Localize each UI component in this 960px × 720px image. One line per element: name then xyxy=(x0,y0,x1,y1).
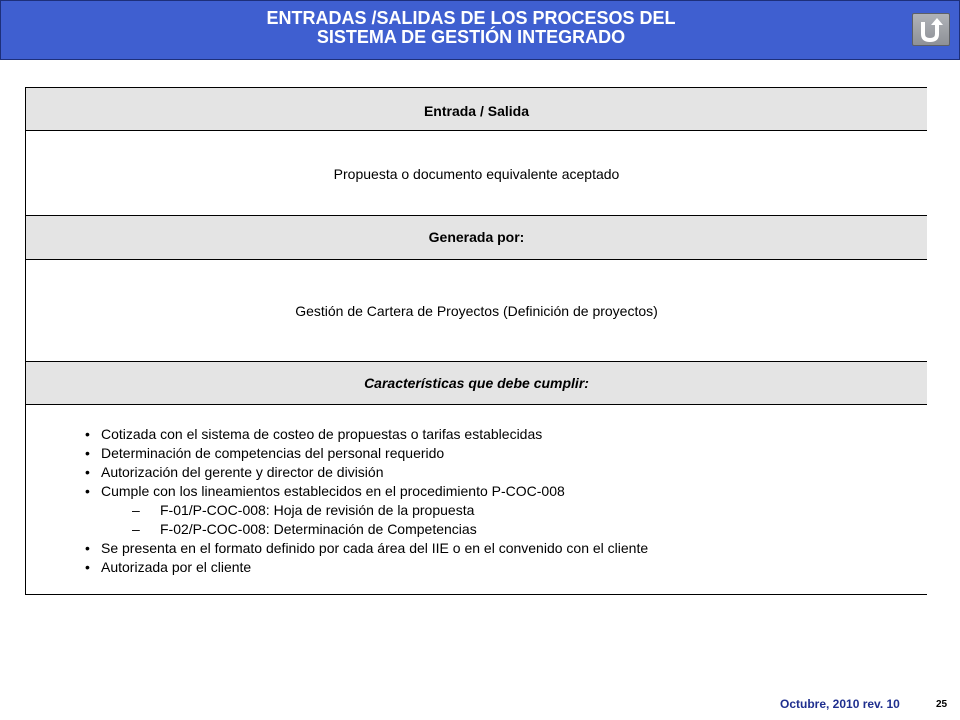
list-item xyxy=(85,444,648,463)
entrada-value-row xyxy=(26,131,927,216)
sub-list-item xyxy=(85,520,648,539)
entrada-header-row xyxy=(26,88,927,131)
criteria-text: Cotizada con el sistema de costeo de propuestas o tarifas establecidas xyxy=(101,426,543,442)
return-button[interactable] xyxy=(912,13,950,46)
generada-value: Gestión de Cartera de Proyectos (Definición de proyectos) xyxy=(295,303,658,319)
dash: – xyxy=(132,502,140,518)
sub-criteria-text: F-02/P-COC-008: Determinación de Competencias xyxy=(160,521,477,537)
title-line-1: ENTRADAS /SALIDAS DE LOS PROCESOS DEL xyxy=(266,8,676,28)
criteria-text: Autorizada por el cliente xyxy=(101,559,252,575)
caracteristicas-header-row xyxy=(26,362,927,405)
criteria-text: Autorización del gerente y director de división xyxy=(101,464,384,480)
dash: – xyxy=(132,521,140,537)
criteria-list xyxy=(85,425,648,577)
entrada-header: Entrada / Salida xyxy=(423,103,530,119)
bullet: • xyxy=(85,559,90,575)
criteria-text: Se presenta en el formato definido por cada área del IIE o en el convenido con el cliente xyxy=(101,540,649,556)
sub-criteria-text: F-01/P-COC-008: Hoja de revisión de la propuesta xyxy=(160,502,475,518)
criteria-text: Determinación de competencias del personal requerido xyxy=(101,445,445,461)
bullet: • xyxy=(85,426,90,442)
generada-value-row xyxy=(26,260,927,362)
criteria-text: Cumple con los lineamientos establecidos en el procedimiento P-COC-008 xyxy=(101,483,565,499)
title-bar xyxy=(0,0,960,60)
caracteristicas-header: Características que debe cumplir: xyxy=(364,375,589,391)
footer-date: Octubre, 2010 rev. 10 xyxy=(780,697,900,711)
entrada-value: Propuesta o documento equivalente aceptado xyxy=(333,166,620,182)
bullet: • xyxy=(85,483,90,499)
list-item xyxy=(85,463,648,482)
list-item xyxy=(85,425,648,444)
generada-header: Generada por: xyxy=(428,229,525,245)
u-turn-return-icon xyxy=(913,14,949,45)
criteria-row xyxy=(26,405,927,595)
bullet: • xyxy=(85,540,90,556)
page-title xyxy=(171,9,771,47)
bullet: • xyxy=(85,464,90,480)
io-table xyxy=(25,87,927,595)
title-line-2: SISTEMA DE GESTIÓN INTEGRADO xyxy=(316,27,626,47)
page-number: 25 xyxy=(936,699,948,710)
sub-list-item xyxy=(85,501,648,520)
list-item xyxy=(85,482,648,501)
generada-header-row xyxy=(26,216,927,260)
bullet: • xyxy=(85,445,90,461)
list-item xyxy=(85,539,648,558)
list-item xyxy=(85,558,648,577)
